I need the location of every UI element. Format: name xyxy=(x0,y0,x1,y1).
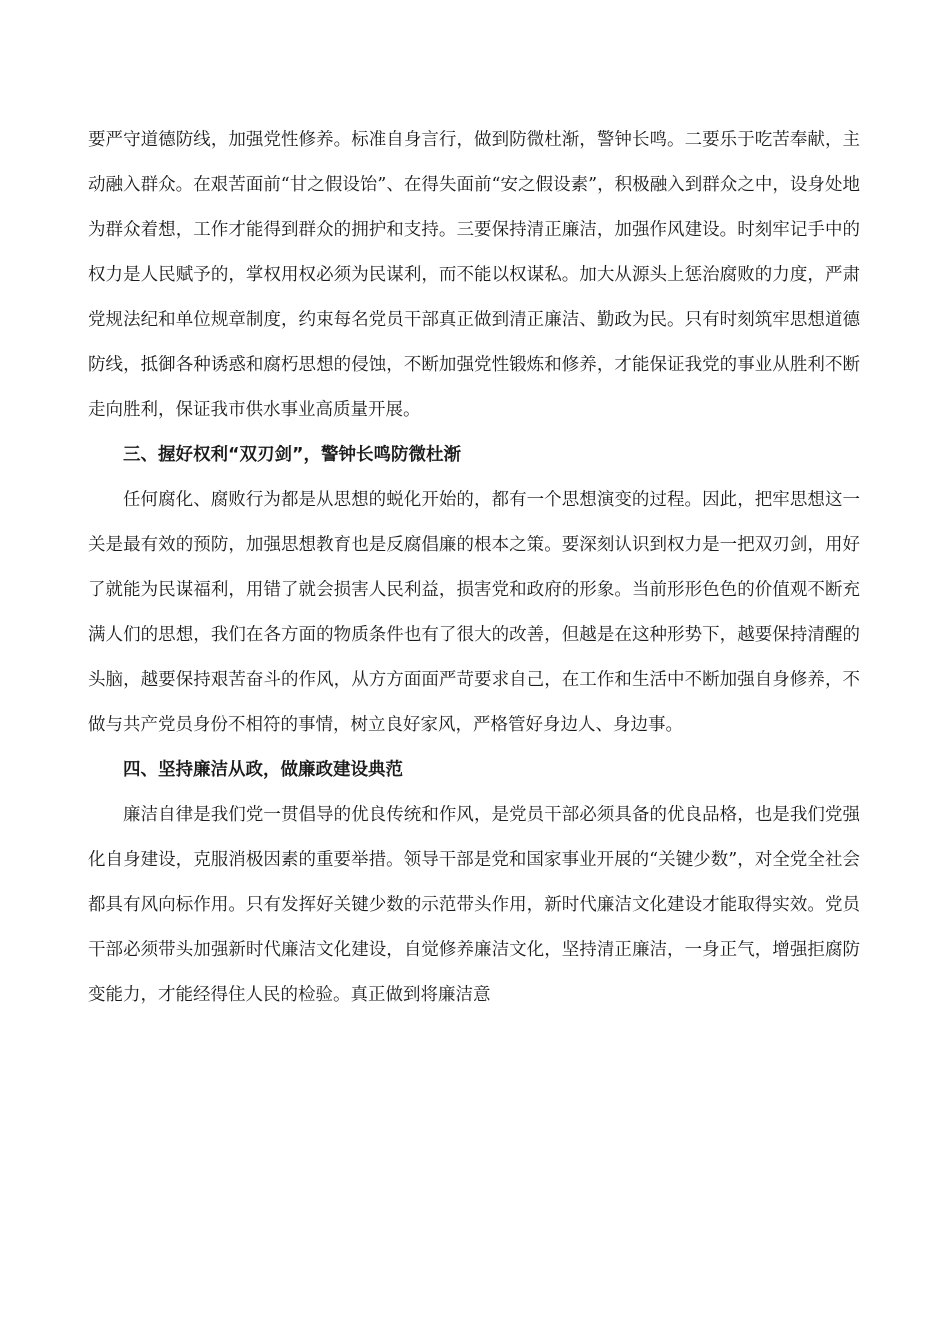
paragraph-section-3: 任何腐化、腐败行为都是从思想的蜕化开始的，都有一个思想演变的过程。因此，把牢思想这一关是最有效的预防，加强思想教育也是反腐倡廉的根本之策。要深刻认识到权力是一把双刃剑，用好了就能为民谋福利，用错了就会损害人民利益，损害党和政府的形象。当前形形色色的价值观不断充满人们的思想，我们在各方面的物质条件也有了很大的改善，但越是在这种形势下，越要保持清醒的头脑，越要保持艰苦奋斗的作风，从方方面面严苛要求自己，在工作和生活中不断加强自身修养，不做与共产党员身份不相符的事情，树立良好家风，严格管好身边人、身边事。 xyxy=(88,490,860,735)
section-heading-3: 三、握好权利“双刃剑”，警钟长鸣防微杜渐 xyxy=(123,445,462,465)
section-heading-4: 四、坚持廉洁从政，做廉政建设典范 xyxy=(123,760,403,780)
paragraph-continuation: 要严守道德防线，加强党性修养。标准自身言行，做到防微杜渐，警钟长鸣。二要乐于吃苦奉献，主动融入群众。在艰苦面前“甘之假设饴”、在得失面前“安之假设素”，积极融入到群众之中，设身处地为群众着想，工作才能得到群众的拥护和支持。三要保持清正廉洁，加强作风建设。时刻牢记手中的权力是人民赋予的，掌权用权必须为民谋利，而不能以权谋私。加大从源头上惩治腐败的力度，严肃党规法纪和单位规章制度，约束每名党员干部真正做到清正廉洁、勤政为民。只有时刻筑牢思想道德防线，抵御各种诱惑和腐朽思想的侵蚀，不断加强党性锻炼和修养，才能保证我党的事业从胜利不断走向胜利，保证我市供水事业高质量开展。 xyxy=(88,130,860,420)
paragraph-section-4: 廉洁自律是我们党一贯倡导的优良传统和作风，是党员干部必须具备的优良品格，也是我们党强化自身建设，克服消极因素的重要举措。领导干部是党和国家事业开展的“关键少数”，对全党全社会都具有风向标作用。只有发挥好关键少数的示范带头作用，新时代廉洁文化建设才能取得实效。党员干部必须带头加强新时代廉洁文化建设，自觉修养廉洁文化，坚持清正廉洁，一身正气，增强拒腐防变能力，才能经得住人民的检验。真正做到将廉洁意 xyxy=(88,805,860,1005)
document-body xyxy=(88,118,860,1018)
